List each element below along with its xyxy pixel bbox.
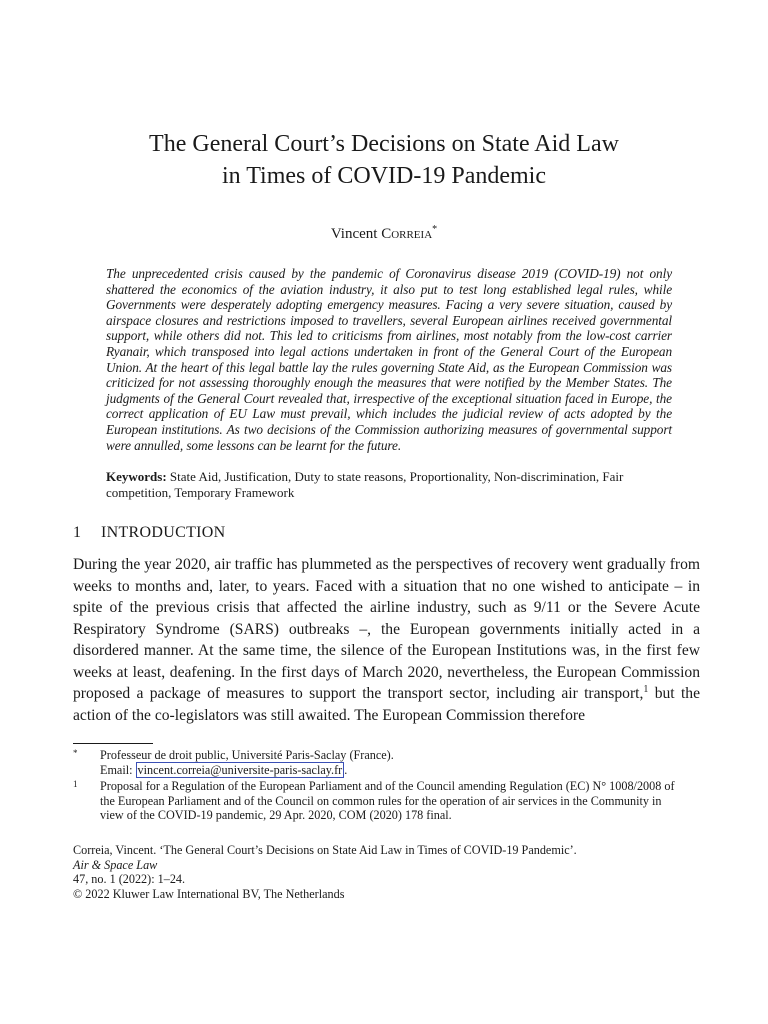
footnote-mark: * [73,748,78,758]
footnote-mark: 1 [73,779,78,790]
body-text-part-1: During the year 2020, air traffic has plummeted as the perspectives of recovery went gradually from weeks to months and, later, to years. Faced with a situation that no one wished to anticipate – in spite of the previous crisis that affected the airline industry, such as 9/11 or the Severe Acute Respiratory Syndrome (SARS) outbreaks –, the European governments initially acted in a disordered manner. At the same time, the silence of the European Institutions was, in the first few weeks at least, deafening. In the first days of March 2020, nevertheless, the European Commission proposed a package of measures to support the transport sector, including air transport, [73,556,700,702]
keywords-label: Keywords: [106,469,167,484]
title-line-1: The General Court’s Decisions on State Aid Law [149,131,619,157]
footnote-author [73,748,683,777]
section-number: 1 [73,524,82,541]
abstract: The unprecedented crisis caused by the pandemic of Coronavirus disease 2019 (COVID-19) not only shattered the economics of the aviation industry, it also put to test long established legal rules, while Governments were desperately adopting emergency measures. Facing a very severe situation, caused by airspace closures and restrictions imposed to travellers, several European airlines received governmental support, while others did not. This led to criticisms from airlines, most notably from the low-cost carrier Ryanair, which transposed into legal actions undertaken in front of the General Court of the European Union. At the heart of this legal battle lay the rules governing State Aid, as the European Commission was criticized for not assessing thoroughly enough the measures that were notified by the Member States. The judgments of the General Court revealed that, irrespective of the exceptional situation faced in Europe, the correct application of EU Law must prevail, which includes the judicial review of acts adopted by the European institutions. As two decisions of the Commission authorizing measures of governmental support were annulled, some lessons can be learnt for the future. [106,266,672,453]
footnote-email-suffix: . [344,762,348,777]
email-link[interactable]: vincent.correia@universite-paris-saclay.fr [137,762,343,777]
article-title [40,128,728,192]
body-paragraph [73,554,700,726]
footnote-1 [73,779,683,823]
footnotes [73,748,683,825]
body-text-part-2: but the action of the co-legislators was still awaited. The European Commission therefore [73,685,700,724]
citation-journal: Air & Space Law [73,857,158,872]
section-heading [73,523,225,543]
section-title: INTRODUCTION [101,524,226,541]
author-last-name: Correia [381,226,433,242]
title-line-2: in Times of COVID-19 Pandemic [222,163,546,189]
citation-volume: 47, no. 1 (2022): 1–24. [73,872,186,887]
keywords [106,469,672,501]
footnote-ref-1[interactable]: 1 [643,683,649,695]
footnote-email-line [100,763,683,778]
citation-line-1: Correia, Vincent. ‘The General Court’s Decisions on State Aid Law in Times of COVID-19 Pandemic’. [73,843,577,857]
author-first-name: Vincent [330,226,378,242]
keywords-text: State Aid, Justification, Duty to state reasons, Proportionality, Non-discrimination, Fair competition, Temporary Framework [106,469,624,500]
author-footnote-mark[interactable]: * [432,224,438,235]
copyright-line: © 2022 Kluwer Law International BV, The Netherlands [73,886,345,901]
footnote-1-text: Proposal for a Regulation of the European Parliament and of the Council amending Regulation (EC) N° 1008/2008 of the European Parliament and of the Council on common rules for the operation of air services in the Community in view of the COVID-19 pandemic, 29 Apr. 2020, COM (2020) 178 final. [100,779,675,823]
author-line [0,224,768,244]
footnote-divider [73,743,153,744]
citation-line-2 [73,858,700,887]
footnote-affiliation: Professeur de droit public, Université Paris-Saclay (France). [100,748,394,762]
footnote-email-label: Email: [100,762,136,777]
citation-block [73,843,700,901]
